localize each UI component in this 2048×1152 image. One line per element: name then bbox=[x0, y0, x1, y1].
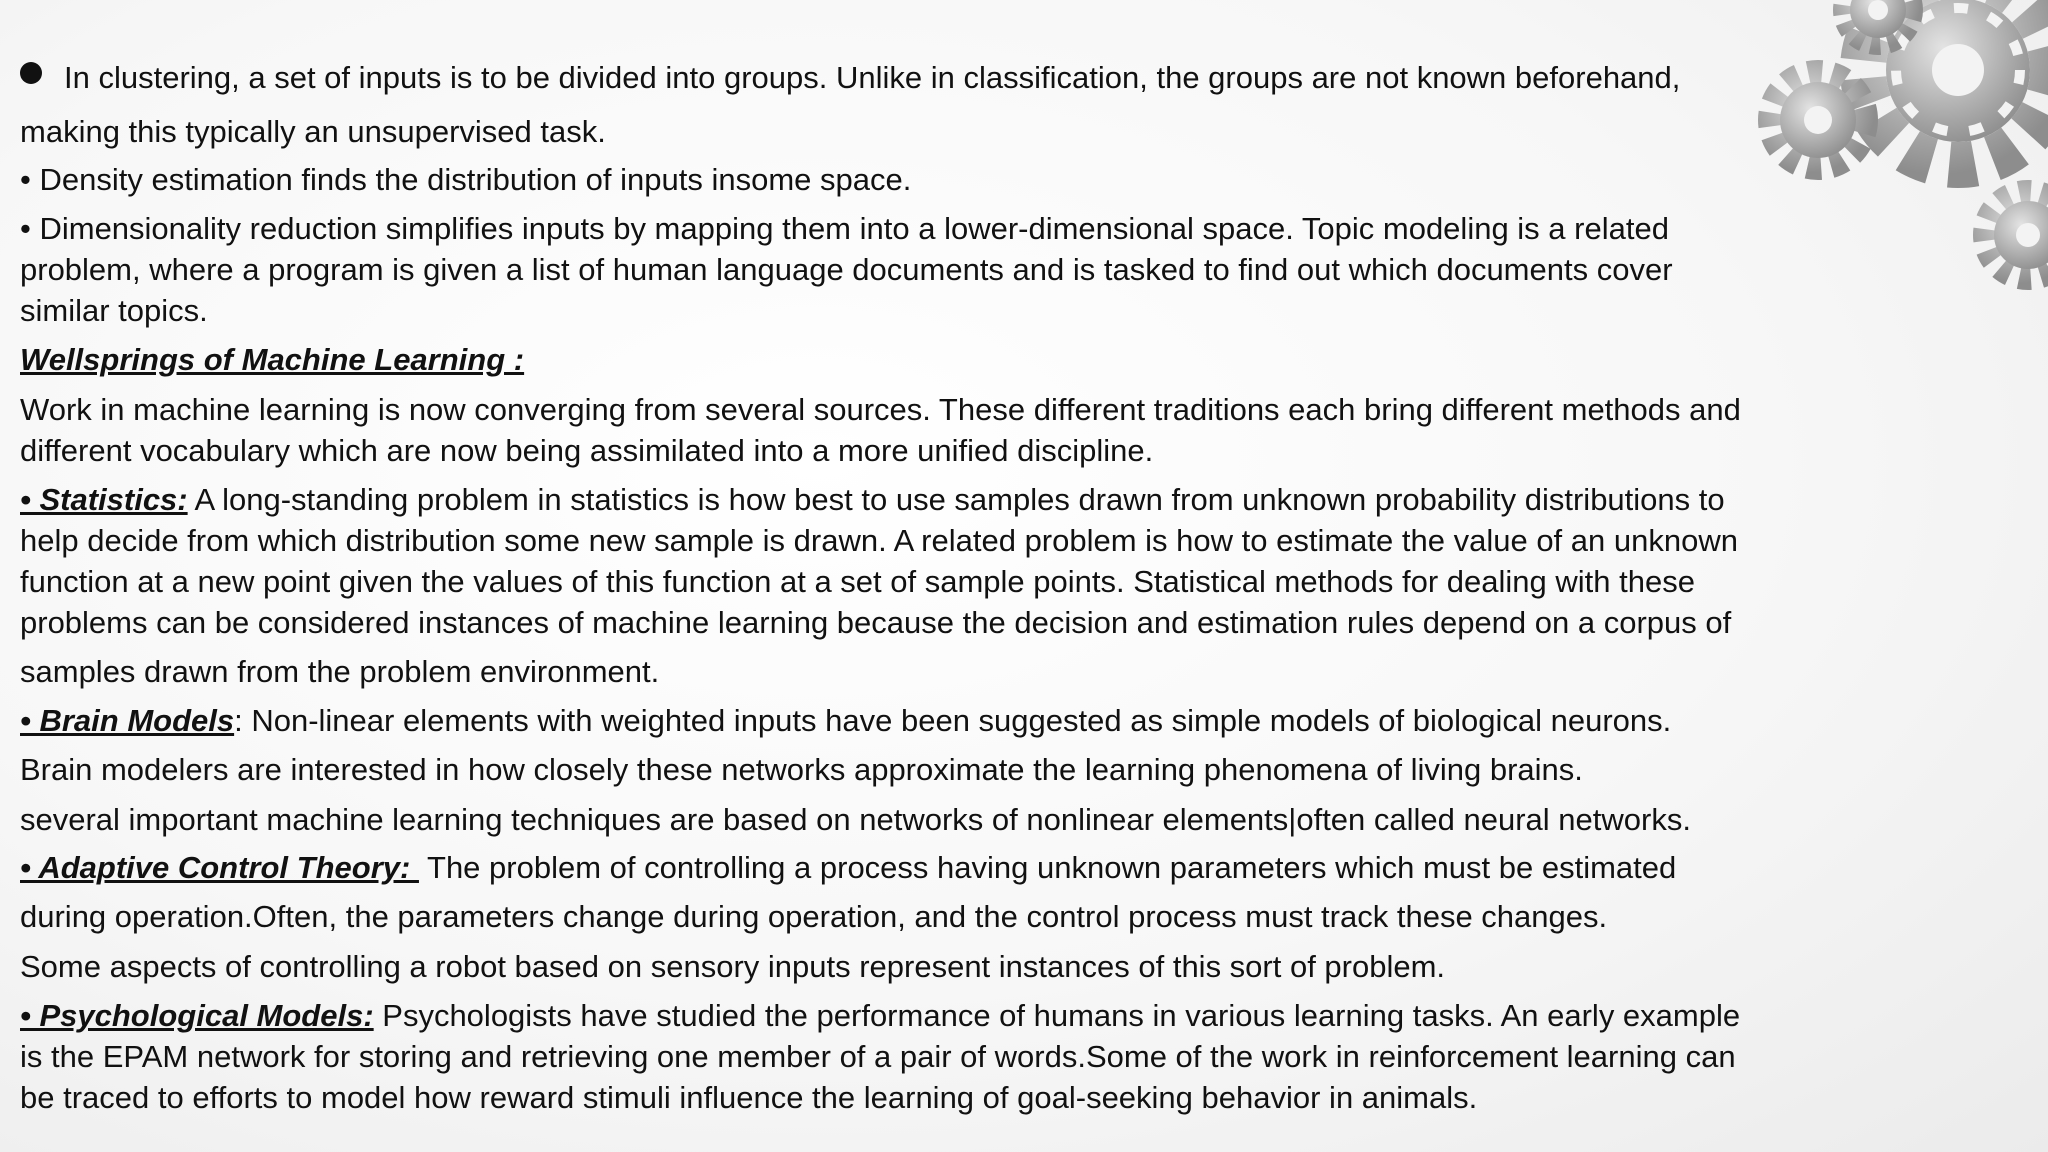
bullet-psychological-models: • Psychological Models: Psychologists have studied the performance of humans in various learning tasks. An early example bbox=[20, 998, 1741, 1033]
bullet-adaptive-control: • Adaptive Control Theory: The problem of controlling a process having unknown parameters which must be estimated bbox=[20, 850, 1677, 885]
bullet-clustering: In clustering, a set of inputs is to be divided into groups. Unlike in classification, the groups are not known beforehand, bbox=[20, 62, 1680, 93]
text-line: similar topics. bbox=[20, 293, 208, 328]
text-line: problem, where a program is given a list of human language documents and is tasked to find out which documents cover bbox=[20, 252, 1673, 287]
intro-paragraph: Work in machine learning is now converging from several sources. These different traditions each bring different methods and bbox=[20, 392, 1741, 427]
gear-icon bbox=[1984, 191, 2048, 279]
text-line: Some aspects of controlling a robot based on sensory inputs represent instances of this sort of problem. bbox=[20, 949, 1446, 984]
bullet-brain-models: • Brain Models: Non-linear elements with weighted inputs have been suggested as simple models of biological neurons. bbox=[20, 703, 1672, 738]
text-line: be traced to efforts to model how reward stimuli influence the learning of goal-seeking behavior in animals. bbox=[20, 1080, 1478, 1115]
bullet-density: • Density estimation finds the distribution of inputs insome space. bbox=[20, 162, 912, 197]
bullet-label: • Adaptive Control Theory: bbox=[20, 850, 419, 885]
bullet-label: • Brain Models bbox=[20, 703, 235, 738]
bullet-label: • Statistics: bbox=[20, 482, 188, 517]
text-line: different vocabulary which are now being assimilated into a more unified discipline. bbox=[20, 433, 1154, 468]
bullet-icon bbox=[20, 62, 42, 84]
gears-decoration bbox=[1648, 0, 2048, 300]
text-line: several important machine learning techniques are based on networks of nonlinear elements|often called neural networks. bbox=[20, 802, 1691, 837]
text-line: samples drawn from the problem environment. bbox=[20, 654, 660, 689]
text-line: making this typically an unsupervised task. bbox=[20, 114, 606, 149]
bullet-label: • Psychological Models: bbox=[20, 998, 374, 1033]
text-line: is the EPAM network for storing and retrieving one member of a pair of words.Some of the work in reinforcement learning can bbox=[20, 1039, 1736, 1074]
bullet-statistics: • Statistics: A long-standing problem in statistics is how best to use samples drawn from unknown probability distributions to bbox=[20, 482, 1725, 517]
text-line: problems can be considered instances of machine learning because the decision and estimation rules depend on a corpus of bbox=[20, 605, 1732, 640]
text-line: during operation.Often, the parameters change during operation, and the control process must track these changes. bbox=[20, 899, 1608, 934]
text-line: help decide from which distribution some new sample is drawn. A related problem is how to estimate the value of an unknown bbox=[20, 523, 1738, 558]
text-line: Brain modelers are interested in how closely these networks approximate the learning phenomena of living brains. bbox=[20, 752, 1583, 787]
text-line: function at a new point given the values of this function at a set of sample points. Statistical methods for dealing with these bbox=[20, 564, 1695, 599]
section-heading: Wellsprings of Machine Learning : bbox=[20, 342, 525, 377]
bullet-dimensionality: • Dimensionality reduction simplifies inputs by mapping them into a lower-dimensional space. Topic modeling is a related bbox=[20, 211, 1669, 246]
